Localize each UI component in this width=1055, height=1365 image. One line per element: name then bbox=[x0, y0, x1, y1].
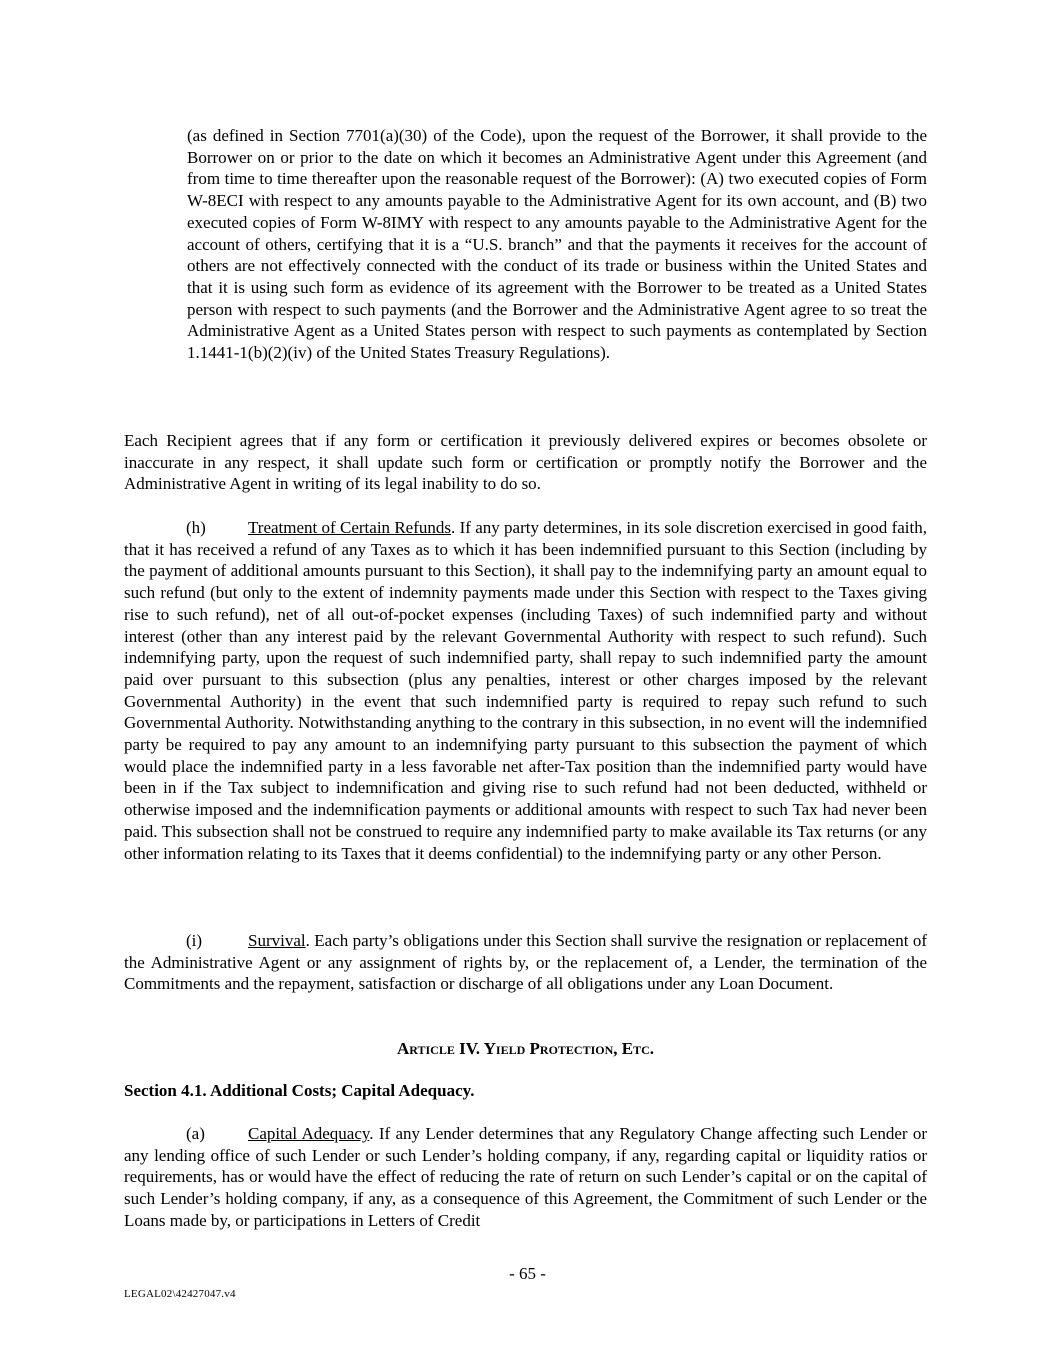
section-a-paragraph bbox=[124, 1123, 927, 1232]
document-id: LEGAL02\42427047.v4 bbox=[124, 1288, 236, 1300]
section-i-title-period: . bbox=[305, 931, 315, 950]
section-i-paragraph bbox=[124, 930, 927, 995]
page-number: - 65 - bbox=[509, 1264, 546, 1283]
section-heading: Section 4.1. Additional Costs; Capital Adequacy. bbox=[124, 1081, 475, 1100]
article-heading: Article IV. Yield Protection, Etc. bbox=[396, 1039, 655, 1058]
section-h-label: (h) bbox=[186, 518, 206, 537]
section-i-body: Each party’s obligations under this Section shall survive the resignation or replacement of the Administrative Agent or any assignment of rights by, or the replacement of, a Lender, the termination of the Commitments and the repayment, satisfaction or discharge of all obligations under any Loan Document. bbox=[124, 931, 927, 994]
section-h-title: Treatment of Certain Refunds bbox=[248, 518, 452, 537]
recipient-paragraph: Each Recipient agrees that if any form or certification it previously delivered expires or becomes obsolete or inaccurate in any respect, it shall update such form or certification or promptly notify the Borrower and the Administrative Agent in writing of its legal inability to do so. bbox=[124, 431, 927, 494]
section-a-title-period: . bbox=[369, 1124, 379, 1143]
continuation-paragraph: (as defined in Section 7701(a)(30) of the Code), upon the request of the Borrower, it shall provide to the Borrower on or prior to the date on which it becomes an Administrative Agent under this Agreement (and from time to time thereafter upon the reasonable request of the Borrower): (A) two executed copies of Form W-8ECI with respect to any amounts payable to the Administrative Agent for its own account, and (B) two executed copies of Form W-8IMY with respect to any amounts payable to the Administrative Agent for the account of others, certifying that it is a “U.S. branch” and that the payments it receives for the account of others are not effectively connected with the conduct of its trade or business within the United States and that it is using such form as evidence of its agreement with the Borrower to be treated as a United States person with respect to such payments (and the Borrower and the Administrative Agent agree to so treat the Administrative Agent as a United States person with respect to such payments as contemplated by Section 1.1441-1(b)(2)(iv) of the United States Treasury Regulations). bbox=[187, 126, 927, 363]
section-a-title: Capital Adequacy bbox=[248, 1124, 370, 1143]
section-i-label: (i) bbox=[186, 931, 203, 950]
section-h-body: If any party determines, in its sole discretion exercised in good faith, that it has received a refund of any Taxes as to which it has been indemnified pursuant to this Section (including by the payment of additional amounts pursuant to this Section), it shall pay to the indemnifying party an amount equal to such refund (but only to the extent of indemnity payments made under this Section with respect to the Taxes giving rise to such refund), net of all out-of-pocket expenses (including Taxes) of such indemnified party and without interest (other than any interest paid by the relevant Governmental Authority with respect to such refund). Such indemnifying party, upon the request of such indemnified party, shall repay to such indemnified party the amount paid over pursuant to this subsection (plus any penalties, interest or other charges imposed by the relevant Governmental Authority) in the event that such indemnified party is required to repay such refund to such Governmental Authority. Notwithstanding anything to the contrary in this subsection, in no event will the indemnified party be required to pay any amount to an indemnifying party pursuant to this subsection the payment of which would place the indemnified party in a less favorable net after-Tax position than the indemnified party would have been in if the Tax subject to indemnification and giving rise to such refund had not been deducted, withheld or otherwise imposed and the indemnification payments or additional amounts with respect to such Tax had never been paid. This subsection shall not be construed to require any indemnified party to make available its Tax returns (or any other information relating to its Taxes that it deems confidential) to the indemnifying party or any other Person. bbox=[124, 518, 927, 863]
section-h-paragraph bbox=[124, 517, 927, 864]
section-a-body: If any Lender determines that any Regulatory Change affecting such Lender or any lending office of such Lender or such Lender’s holding company, if any, regarding capital or liquidity ratios or requirements, has or would have the effect of reducing the rate of return on such Lender’s capital or on the capital of such Lender’s holding company, if any, as a consequence of this Agreement, the Commitment of such Lender or the Loans made by, or participations in Letters of Credit bbox=[124, 1124, 927, 1230]
section-i-title: Survival bbox=[248, 931, 306, 950]
section-h-title-period: . bbox=[451, 518, 460, 537]
section-a-label: (a) bbox=[186, 1124, 205, 1143]
